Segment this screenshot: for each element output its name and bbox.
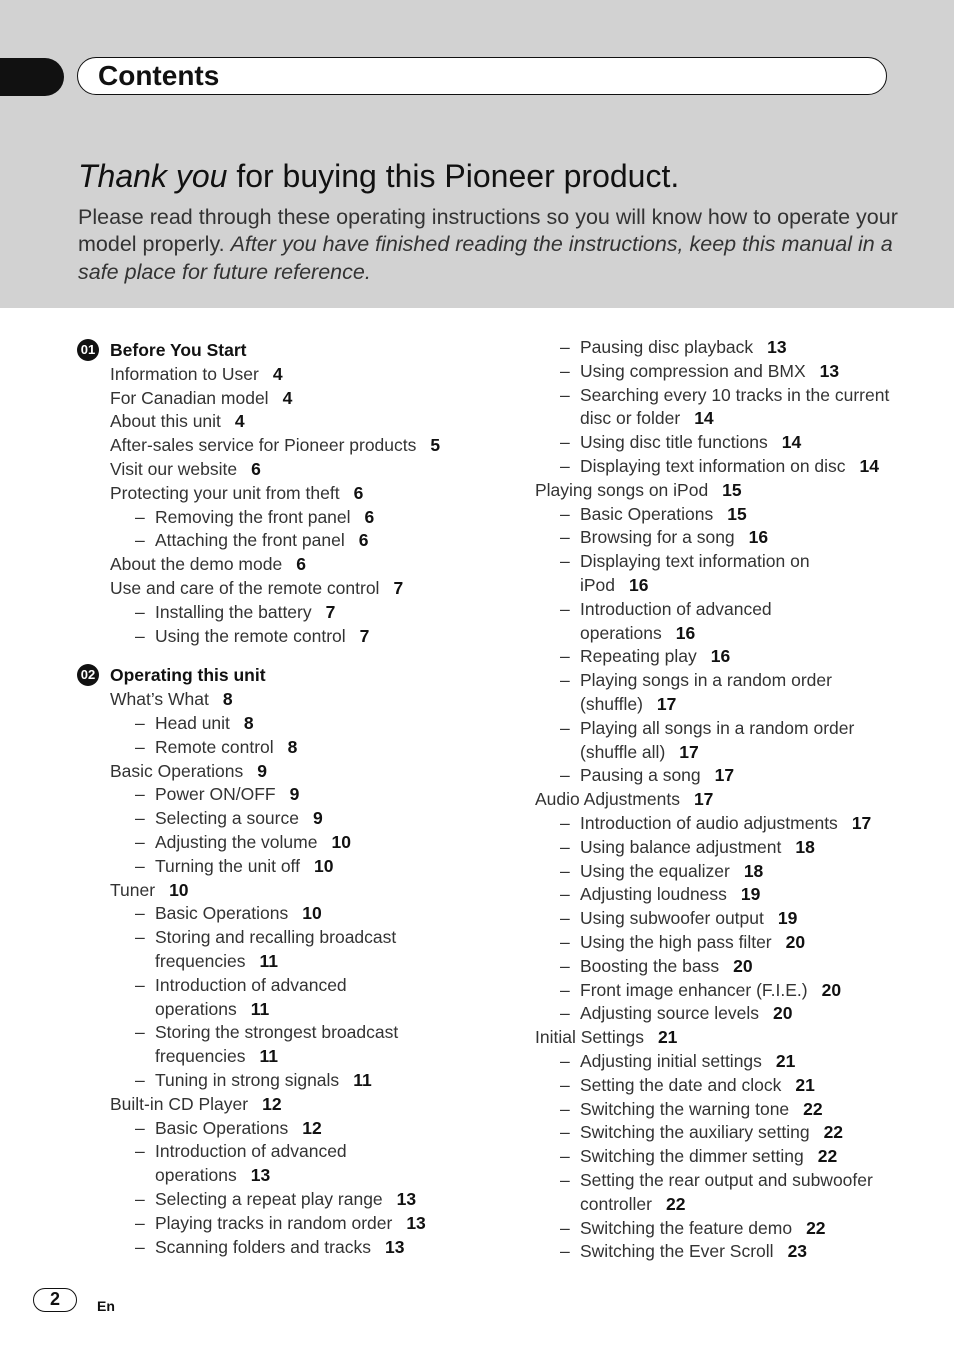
toc-entry-text: Storing the strongest broadcast	[155, 1022, 399, 1043]
toc-entry-text-continued: iPod	[580, 575, 616, 595]
toc-entry-text: Using the remote control	[155, 625, 346, 646]
toc-subentry[interactable]	[560, 1145, 838, 1167]
toc-entry-text: Playing songs in a random order	[580, 670, 832, 691]
toc-subentry[interactable]	[560, 860, 764, 882]
toc-subentry[interactable]	[560, 384, 890, 406]
toc-page-number: 8	[222, 689, 233, 710]
toc-page-number: 15	[722, 479, 742, 500]
toc-subentry[interactable]	[135, 625, 370, 647]
toc-entry-text: Built-in CD Player	[110, 1093, 249, 1114]
toc-page-number: 4	[272, 363, 283, 384]
toc-page-number: 5	[430, 435, 441, 456]
toc-page-number: 18	[743, 860, 764, 881]
toc-entry[interactable]	[110, 410, 245, 432]
toc-entry-text: Using subwoofer output	[580, 908, 764, 929]
toc-entry-text: Switching the dimmer setting	[580, 1146, 804, 1167]
toc-dash: –	[135, 1189, 145, 1209]
toc-subentry[interactable]	[135, 1069, 372, 1091]
toc-subentry[interactable]	[560, 1050, 796, 1072]
toc-dash: –	[135, 1141, 145, 1162]
toc-subentry[interactable]	[560, 1240, 808, 1262]
toc-dash: –	[560, 1217, 570, 1238]
toc-dash: –	[560, 1122, 570, 1143]
toc-entry-text: Audio Adjustments	[535, 789, 680, 810]
toc-page-number: 8	[243, 713, 254, 733]
toc-page-number: 21	[775, 1051, 796, 1071]
toc-subentry[interactable]	[560, 360, 840, 382]
toc-page-number: 11	[353, 1070, 372, 1090]
toc-page-number: 16	[629, 575, 649, 595]
toc-dash: –	[560, 456, 570, 476]
toc-dash: –	[135, 713, 145, 733]
toc-entry-text: Using disc title functions	[580, 432, 768, 453]
toc-dash: –	[560, 932, 570, 952]
toc-entry-text: What’s What	[110, 689, 209, 710]
toc-subentry[interactable]	[560, 717, 855, 739]
toc-page-number: 22	[806, 1217, 826, 1238]
toc-entry-continuation[interactable]	[580, 741, 699, 763]
toc-entry-text: Protecting your unit from theft	[110, 482, 340, 503]
toc-dash: –	[135, 927, 145, 948]
toc-entry-text: Setting the date and clock	[580, 1074, 782, 1095]
chapter-number-badge: 02	[77, 664, 99, 686]
toc-entry[interactable]	[110, 387, 292, 409]
toc-entry-continuation[interactable]	[155, 998, 269, 1020]
chapter-number-badge: 01	[77, 339, 99, 361]
toc-dash: –	[135, 625, 145, 646]
toc-page-number: 22	[803, 1098, 823, 1119]
toc-dash: –	[560, 646, 570, 667]
chapter-title: Before You Start	[110, 340, 247, 360]
toc-subentry[interactable]	[560, 955, 753, 977]
toc-entry-continuation[interactable]	[155, 1164, 270, 1186]
toc-subentry[interactable]	[560, 1121, 844, 1143]
toc-dash: –	[560, 884, 570, 905]
toc-page-number: 17	[693, 789, 714, 810]
toc-subentry[interactable]	[135, 807, 323, 829]
toc-entry-text: Front image enhancer (F.I.E.)	[580, 979, 808, 1000]
toc-entry-text: Switching the warning tone	[580, 1098, 790, 1119]
toc-subentry[interactable]	[135, 712, 254, 734]
toc-entry-text: Information to User	[110, 363, 259, 384]
toc-dash: –	[135, 808, 145, 829]
toc-entry-text: Basic Operations	[155, 903, 289, 924]
toc-page-number: 11	[259, 1046, 278, 1067]
toc-subentry[interactable]	[560, 336, 787, 358]
toc-dash: –	[560, 1051, 570, 1071]
headline-rest: for buying this Pioneer product.	[227, 158, 680, 194]
toc-page-number: 6	[353, 482, 364, 503]
toc-entry-text-continued: controller	[580, 1193, 652, 1214]
toc-entry-text: Head unit	[155, 713, 230, 733]
toc-subentry[interactable]	[560, 1217, 826, 1239]
toc-entry-text: Basic Operations	[110, 760, 244, 781]
toc-entry[interactable]	[110, 688, 233, 710]
toc-subentry[interactable]	[135, 902, 322, 924]
toc-entry-text: Browsing for a song	[580, 527, 735, 548]
toc-page-number: 11	[259, 951, 278, 971]
toc-entry-text: Using the high pass filter	[580, 932, 772, 952]
toc-dash: –	[560, 860, 570, 881]
toc-entry-text: Repeating play	[580, 646, 697, 667]
toc-entry-text: About this unit	[110, 411, 221, 432]
toc-entry[interactable]	[535, 1026, 677, 1048]
toc-dash: –	[135, 601, 145, 622]
toc-entry-text: Playing tracks in random order	[155, 1212, 393, 1233]
toc-page-number: 17	[714, 765, 735, 786]
section-tab-marker	[0, 58, 64, 96]
toc-entry-text: Adjusting the volume	[155, 832, 318, 852]
toc-subentry[interactable]	[560, 455, 880, 477]
toc-entry-text-continued: frequencies	[155, 951, 246, 971]
toc-dash: –	[560, 813, 570, 833]
toc-entry-text: Switching the auxiliary setting	[580, 1122, 810, 1143]
toc-subentry[interactable]	[135, 831, 351, 853]
toc-entry-text: Visit our website	[110, 459, 238, 479]
toc-dash: –	[560, 337, 570, 357]
toc-subentry[interactable]	[135, 1117, 322, 1139]
toc-entry-text: For Canadian model	[110, 387, 269, 408]
toc-subentry[interactable]	[135, 601, 336, 623]
toc-entry-text: Use and care of the remote control	[110, 578, 380, 598]
toc-page-number: 9	[289, 784, 300, 805]
toc-entry-continuation[interactable]	[580, 574, 649, 596]
toc-entry-continuation[interactable]	[580, 1193, 685, 1215]
toc-subentry[interactable]	[560, 1002, 793, 1024]
toc-subentry[interactable]	[560, 503, 747, 525]
toc-page-number: 20	[733, 955, 753, 976]
toc-entry-text: Pausing disc playback	[580, 337, 754, 357]
toc-dash: –	[135, 903, 145, 924]
toc-subentry[interactable]	[135, 1236, 405, 1258]
toc-page-number: 13	[767, 337, 787, 357]
toc-entry-text: Removing the front panel	[155, 506, 351, 527]
toc-subentry[interactable]	[135, 1188, 417, 1210]
toc-entry-text: After-sales service for Pioneer products	[110, 435, 417, 456]
toc-page-number: 6	[358, 530, 369, 551]
toc-entry-text: Installing the battery	[155, 601, 312, 622]
toc-entry[interactable]	[110, 1093, 282, 1115]
toc-dash: –	[135, 855, 145, 876]
toc-entry-text: Basic Operations	[155, 1117, 289, 1138]
toc-subentry[interactable]	[560, 550, 810, 572]
toc-page-number: 14	[781, 432, 802, 453]
toc-subentry[interactable]	[560, 812, 872, 834]
toc-entry-text-continued: disc or folder	[580, 408, 681, 429]
toc-dash: –	[135, 736, 145, 757]
toc-page-number: 19	[777, 908, 798, 929]
toc-subentry[interactable]	[560, 526, 769, 548]
toc-page-number: 20	[772, 1003, 793, 1024]
toc-page-number: 13	[250, 1165, 271, 1186]
toc-dash: –	[560, 979, 570, 1000]
toc-subentry[interactable]	[560, 931, 806, 953]
toc-dash: –	[135, 506, 145, 527]
toc-entry-continuation[interactable]	[580, 693, 676, 715]
toc-dash: –	[560, 598, 570, 619]
toc-entry-text: About the demo mode	[110, 554, 283, 575]
toc-page-number: 22	[823, 1122, 844, 1143]
toc-dash: –	[560, 717, 570, 738]
toc-dash: –	[560, 503, 570, 524]
toc-page-number: 13	[384, 1236, 405, 1257]
toc-page-number: 10	[302, 903, 322, 924]
toc-entry[interactable]	[110, 434, 440, 456]
toc-page-number: 4	[282, 387, 293, 408]
toc-dash: –	[560, 1074, 570, 1095]
toc-entry[interactable]	[110, 577, 403, 599]
section-title-box	[77, 57, 887, 95]
toc-page-number: 6	[296, 554, 306, 575]
toc-dash: –	[135, 1117, 145, 1138]
toc-subentry[interactable]	[560, 764, 735, 786]
toc-dash: –	[560, 551, 570, 572]
toc-page-number: 21	[795, 1074, 815, 1095]
toc-page-number: 12	[302, 1117, 322, 1138]
toc-page-number: 7	[393, 578, 404, 598]
toc-entry-text: Adjusting source levels	[580, 1003, 759, 1024]
toc-entry[interactable]	[110, 363, 283, 385]
toc-entry-continuation[interactable]	[155, 950, 278, 972]
toc-dash: –	[135, 1070, 145, 1090]
toc-entry-text: Power ON/OFF	[155, 784, 276, 805]
toc-dash: –	[135, 974, 145, 995]
page-number: 2	[33, 1288, 77, 1312]
toc-subentry[interactable]	[135, 855, 334, 877]
toc-subentry[interactable]	[560, 645, 731, 667]
toc-page-number: 17	[656, 694, 677, 714]
language-code: En	[97, 1298, 115, 1314]
toc-subentry[interactable]	[135, 1140, 347, 1162]
toc-subentry[interactable]	[560, 1169, 873, 1191]
toc-page-number: 22	[665, 1193, 686, 1214]
toc-subentry[interactable]	[135, 506, 375, 528]
toc-subentry[interactable]	[560, 1074, 815, 1096]
toc-entry-text: Pausing a song	[580, 765, 701, 786]
toc-subentry[interactable]	[560, 669, 832, 691]
toc-entry-text: Initial Settings	[535, 1027, 644, 1048]
toc-page-number: 19	[740, 884, 761, 905]
toc-entry[interactable]	[110, 553, 306, 575]
toc-entry-text: Displaying text information on	[580, 551, 810, 572]
headline-italic: Thank you	[78, 158, 228, 194]
toc-dash: –	[560, 432, 570, 453]
toc-dash: –	[560, 765, 570, 786]
toc-entry-text: Scanning folders and tracks	[155, 1236, 371, 1257]
toc-page-number: 20	[785, 932, 806, 952]
toc-page-number: 10	[169, 879, 189, 900]
intro-text-plain: Please read through these operating instructions so you will know how to operate your model properly.	[78, 205, 898, 257]
chapter-title: Operating this unit	[110, 665, 266, 686]
toc-entry-text-continued: (shuffle all)	[580, 741, 666, 762]
toc-entry-text: Playing songs on iPod	[535, 479, 709, 500]
toc-entry-text: Selecting a repeat play range	[155, 1189, 383, 1209]
toc-entry-text-continued: operations	[155, 1165, 237, 1186]
toc-dash: –	[560, 955, 570, 976]
toc-entry-text: Remote control	[155, 736, 274, 757]
toc-subentry[interactable]	[560, 907, 798, 929]
toc-subentry[interactable]	[560, 883, 761, 905]
toc-subentry[interactable]	[135, 529, 369, 551]
toc-entry-text: Introduction of advanced	[155, 974, 347, 995]
toc-entry-text: Introduction of audio adjustments	[580, 813, 838, 833]
toc-entry-text-continued: frequencies	[155, 1046, 246, 1067]
toc-page-number: 6	[364, 506, 375, 527]
toc-dash: –	[135, 530, 145, 551]
toc-entry-text: Attaching the front panel	[155, 530, 345, 551]
toc-page-number: 16	[675, 622, 696, 643]
toc-dash: –	[560, 1241, 570, 1262]
toc-entry-continuation[interactable]	[580, 622, 695, 644]
toc-entry-text: Using compression and BMX	[580, 360, 806, 381]
toc-page-number: 16	[710, 646, 731, 667]
toc-entry-text: Using the equalizer	[580, 860, 730, 881]
toc-dash: –	[135, 1212, 145, 1233]
toc-subentry[interactable]	[560, 431, 802, 453]
toc-entry-text: Turning the unit off	[155, 855, 300, 876]
page-headline	[78, 158, 679, 195]
toc-page-number: 16	[748, 527, 769, 548]
toc-page-number: 22	[817, 1146, 838, 1167]
toc-entry-text: Switching the Ever Scroll	[580, 1241, 774, 1262]
toc-entry[interactable]	[535, 788, 713, 810]
toc-dash: –	[135, 784, 145, 805]
toc-entry-text-continued: operations	[580, 622, 662, 643]
toc-page-number: 12	[262, 1093, 282, 1114]
toc-dash: –	[135, 1236, 145, 1257]
intro-paragraph	[78, 204, 898, 286]
toc-entry[interactable]	[110, 760, 267, 782]
toc-page-number: 10	[313, 855, 334, 876]
toc-entry-text-continued: operations	[155, 998, 237, 1019]
toc-entry-text: Selecting a source	[155, 808, 299, 829]
toc-entry-text: Using balance adjustment	[580, 836, 782, 857]
toc-subentry[interactable]	[560, 836, 815, 858]
toc-dash: –	[135, 1022, 145, 1043]
toc-page-number: 11	[250, 998, 270, 1019]
toc-page-number: 13	[406, 1212, 426, 1233]
toc-dash: –	[560, 908, 570, 929]
toc-entry[interactable]	[110, 458, 261, 480]
toc-dash: –	[560, 527, 570, 548]
toc-page-number: 10	[331, 832, 351, 852]
toc-subentry[interactable]	[135, 974, 347, 996]
toc-page-number: 18	[795, 836, 815, 857]
toc-dash: –	[560, 360, 570, 381]
toc-dash: –	[560, 1146, 570, 1167]
toc-entry[interactable]	[535, 479, 742, 501]
toc-page-number: 9	[257, 760, 267, 781]
intro-text-italic: After you have finished reading the instructions, keep this manual in a safe place for future reference.	[78, 232, 893, 284]
toc-entry[interactable]	[110, 879, 189, 901]
toc-entry-continuation[interactable]	[155, 1045, 278, 1067]
toc-entry-text: Setting the rear output and subwoofer	[580, 1170, 873, 1190]
toc-page-number: 7	[325, 601, 336, 622]
toc-subentry[interactable]	[135, 736, 298, 758]
toc-entry[interactable]	[110, 482, 363, 504]
toc-page-number: 14	[859, 456, 880, 476]
toc-subentry[interactable]	[135, 1021, 399, 1043]
toc-subentry[interactable]	[135, 926, 397, 948]
toc-entry-text: Introduction of advanced	[580, 598, 772, 619]
toc-entry-text: Searching every 10 tracks in the current	[580, 384, 890, 405]
toc-page-number: 9	[312, 808, 323, 829]
toc-page-number: 17	[679, 741, 699, 762]
toc-dash: –	[560, 1003, 570, 1024]
toc-dash: –	[560, 384, 570, 405]
toc-entry-text: Adjusting initial settings	[580, 1051, 762, 1071]
toc-entry-text: Introduction of advanced	[155, 1141, 347, 1162]
toc-page-number: 13	[396, 1189, 417, 1209]
toc-page-number: 17	[851, 813, 872, 833]
toc-subentry[interactable]	[135, 783, 300, 805]
toc-subentry[interactable]	[560, 979, 842, 1001]
toc-page-number: 6	[251, 459, 261, 479]
toc-page-number: 13	[819, 360, 840, 381]
toc-dash: –	[560, 1170, 570, 1190]
toc-dash: –	[560, 1098, 570, 1119]
toc-page-number: 15	[727, 503, 747, 524]
toc-entry-continuation[interactable]	[580, 407, 714, 429]
toc-entry-text: Storing and recalling broadcast	[155, 927, 397, 948]
toc-page-number: 8	[287, 736, 298, 757]
toc-entry-text: Adjusting loudness	[580, 884, 727, 905]
toc-dash: –	[135, 832, 145, 852]
toc-subentry[interactable]	[560, 1098, 823, 1120]
toc-entry-text: Tuner	[110, 879, 156, 900]
toc-subentry[interactable]	[135, 1212, 426, 1234]
toc-subentry[interactable]	[560, 598, 772, 620]
section-title: Contents	[98, 60, 220, 91]
toc-entry-text: Displaying text information on disc	[580, 456, 846, 476]
toc-page-number: 7	[359, 625, 370, 646]
toc-page-number: 21	[657, 1027, 678, 1048]
toc-page-number: 14	[694, 408, 714, 429]
toc-dash: –	[560, 670, 570, 691]
toc-page-number: 20	[821, 979, 842, 1000]
toc-entry-text: Tuning in strong signals	[155, 1070, 340, 1090]
toc-entry-text: Basic Operations	[580, 503, 714, 524]
toc-entry-text: Playing all songs in a random order	[580, 717, 855, 738]
toc-entry-text-continued: (shuffle)	[580, 694, 643, 714]
toc-dash: –	[560, 836, 570, 857]
toc-entry-text: Switching the feature demo	[580, 1217, 793, 1238]
toc-page-number: 4	[234, 411, 245, 432]
toc-page-number: 23	[787, 1241, 808, 1262]
toc-entry-text: Boosting the bass	[580, 955, 720, 976]
